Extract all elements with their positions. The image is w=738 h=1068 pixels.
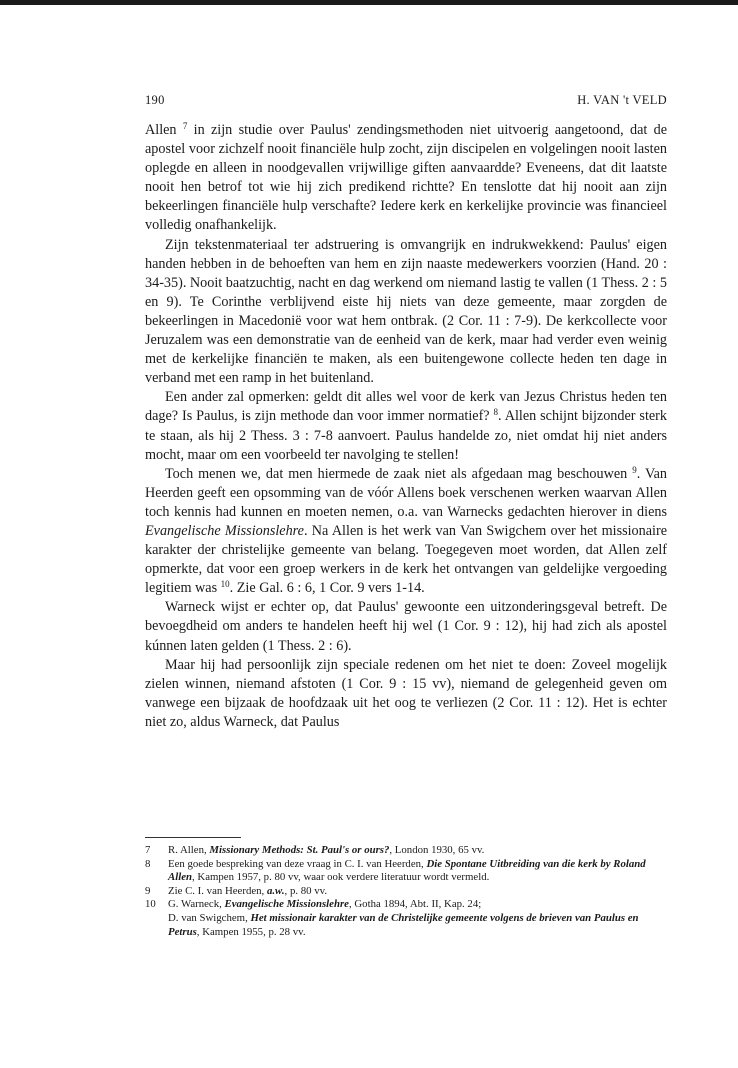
footnote: 10 G. Warneck, Evangelische Missionslehre, Gotha 1894, Abt. II, Kap. 24; D. van Swigchem, Het missionair karakter van de Christelijke gemeente volgens de brieven van Paulus en Petrus, Kampen 1955, p. 28 vv. — [145, 898, 639, 938]
cited-title: Het missionair karakter van de Christelijke gemeente volgens de brieven van Paulus en Petrus — [168, 911, 639, 938]
paragraph: Toch menen we, dat men hiermede de zaak niet als afgedaan mag beschouwen $^9$. Van Heerden geeft een opsomming van de vóór Allens boek verschenen werken waarvan Allen toch kennis had kunnen en moeten nemen, o.a. van Warnecks gedachten hierover in diens Evangelische Missionslehre. Na Allen is het werk van Van Swigchem over het missionaire karakter der christelijke gemeente van belang. Toegegeven moet worden, dat Allen zelf opmerkte, dat voor een groep werkers in de kerk het ontvangen van geldelijke vergoeding legitiem was $^{10}$. Zie Gal. 6 : 6, 1 Cor. 9 vers 1-14. — [145, 464, 668, 597]
footnote-rule — [145, 837, 241, 838]
footnote-ref: 8 — [493, 407, 499, 418]
cited-title: Die Spontane Uitbreiding van die kerk by Roland Allen — [168, 857, 646, 884]
cited-title: Evangelische Missionslehre — [224, 898, 349, 911]
body-text — [145, 121, 667, 732]
book-title: Evangelische Missionslehre — [145, 522, 304, 539]
footnote-ref: 10 — [220, 579, 230, 590]
page-header — [145, 93, 667, 111]
footnote-number: 7 — [145, 844, 151, 856]
paragraph: Een ander zal opmerken: geldt dit alles wel voor de kerk van Jezus Christus heden ten dage? Is Paulus, is zijn methode dan voor immer normatief? $^8$. Allen schijnt bijzonder sterk te staan, als hij 2 Thess. 3 : 7-8 aanvoert. Paulus handelde zo, niet omdat hij niet anders mocht, maar om een voorbeeld ter navolging te stellen! — [145, 389, 667, 463]
footnote-number: 8 — [145, 857, 151, 870]
footnote: 7 R. Allen, Missionary Methods: St. Paul's or ours?, London 1930, 65 vv. — [145, 844, 485, 856]
cited-title: Missionary Methods: St. Paul's or ours? — [209, 844, 390, 856]
page-number: 190 — [145, 93, 165, 107]
paragraph: Allen $^7$ in zijn studie over Paulus' zendingsmethoden niet uitvoerig aangetoond, dat de apostel voor zichzelf nooit financiële hulp zocht, zijn discipelen en volgelingen nooit lasten oplegde en alleen in noodgevallen vrijwillige giften aanvaardde? Eveneens, dat dit laatste nooit hen betrof tot wie hij zich predikend richtte? En tenslotte dat hij nooit aan zijn bekeerlingen financiële hulp verschafte? Iedere kerk en kerkelijke provincie was financieel volledig onafhankelijk. — [145, 121, 668, 234]
paragraph: Warneck wijst er echter op, dat Paulus' gewoonte een uitzonderingsgeval betreft. De bevoegdheid om anders te handelen heeft hij wel (1 Cor. 9 : 12), hij had zich als apostel kúnnen laten gelden (1 Thess. 2 : 6). — [145, 599, 667, 654]
footnote-number: 10 — [145, 898, 156, 911]
footnote: 9 Zie C. I. van Heerden, a.w., p. 80 vv. — [145, 884, 328, 897]
footnote: 8 Een goede bespreking van deze vraag in C. I. van Heerden, Die Spontane Uitbreiding van die kerk by Roland Allen, Kampen 1957, p. 80 vv, waar ook verdere literatuur wordt vermeld. — [145, 857, 646, 884]
paragraph: Maar hij had persoonlijk zijn speciale redenen om het niet te doen: Zoveel mogelijk zielen winnen, niemand afstoten (1 Cor. 9 : 15 vv), niemand de gelegenheid geven om vanwege een bijzaak de hoofdzaak uit het oog te verliezen (2 Cor. 11 : 12). Het is echter niet zo, aldus Warneck, dat Paulus — [145, 656, 667, 730]
scan-top-edge — [0, 0, 738, 5]
footnote-ref: 9 — [632, 464, 637, 475]
footnote-number: 9 — [145, 884, 151, 897]
running-head: H. VAN 't VELD — [577, 93, 667, 107]
footnote-ref: 7 — [182, 121, 188, 131]
cited-title: a.w. — [266, 884, 285, 897]
paragraph: Zijn tekstenmateriaal ter adstruering is omvangrijk en indrukwekkend: Paulus' eigen handen hebben in de behoeften van hem en zijn naaste medewerkers voorzien (Hand. 20 : 34-35). Nooit baatzuchtig, nacht en dag werkend om niemand lastig te vallen (1 Thess. 2 : 5 en 9). Te Corinthe verblijvend eiste hij niets van deze gemeente, maar zorgden de bekeerlingen in Macedonië voor wat hem ontbrak. (2 Cor. 11 : 7-9). De kerkcollecte voor Jeruzalem was een demonstratie van de eenheid van de kerk, maar had verder even weinig met de kerkelijke financiën te maken, als een buitengewone collecte heden ten dage in verband met een ramp in het buitenland. — [145, 236, 667, 387]
footnotes — [145, 844, 667, 939]
